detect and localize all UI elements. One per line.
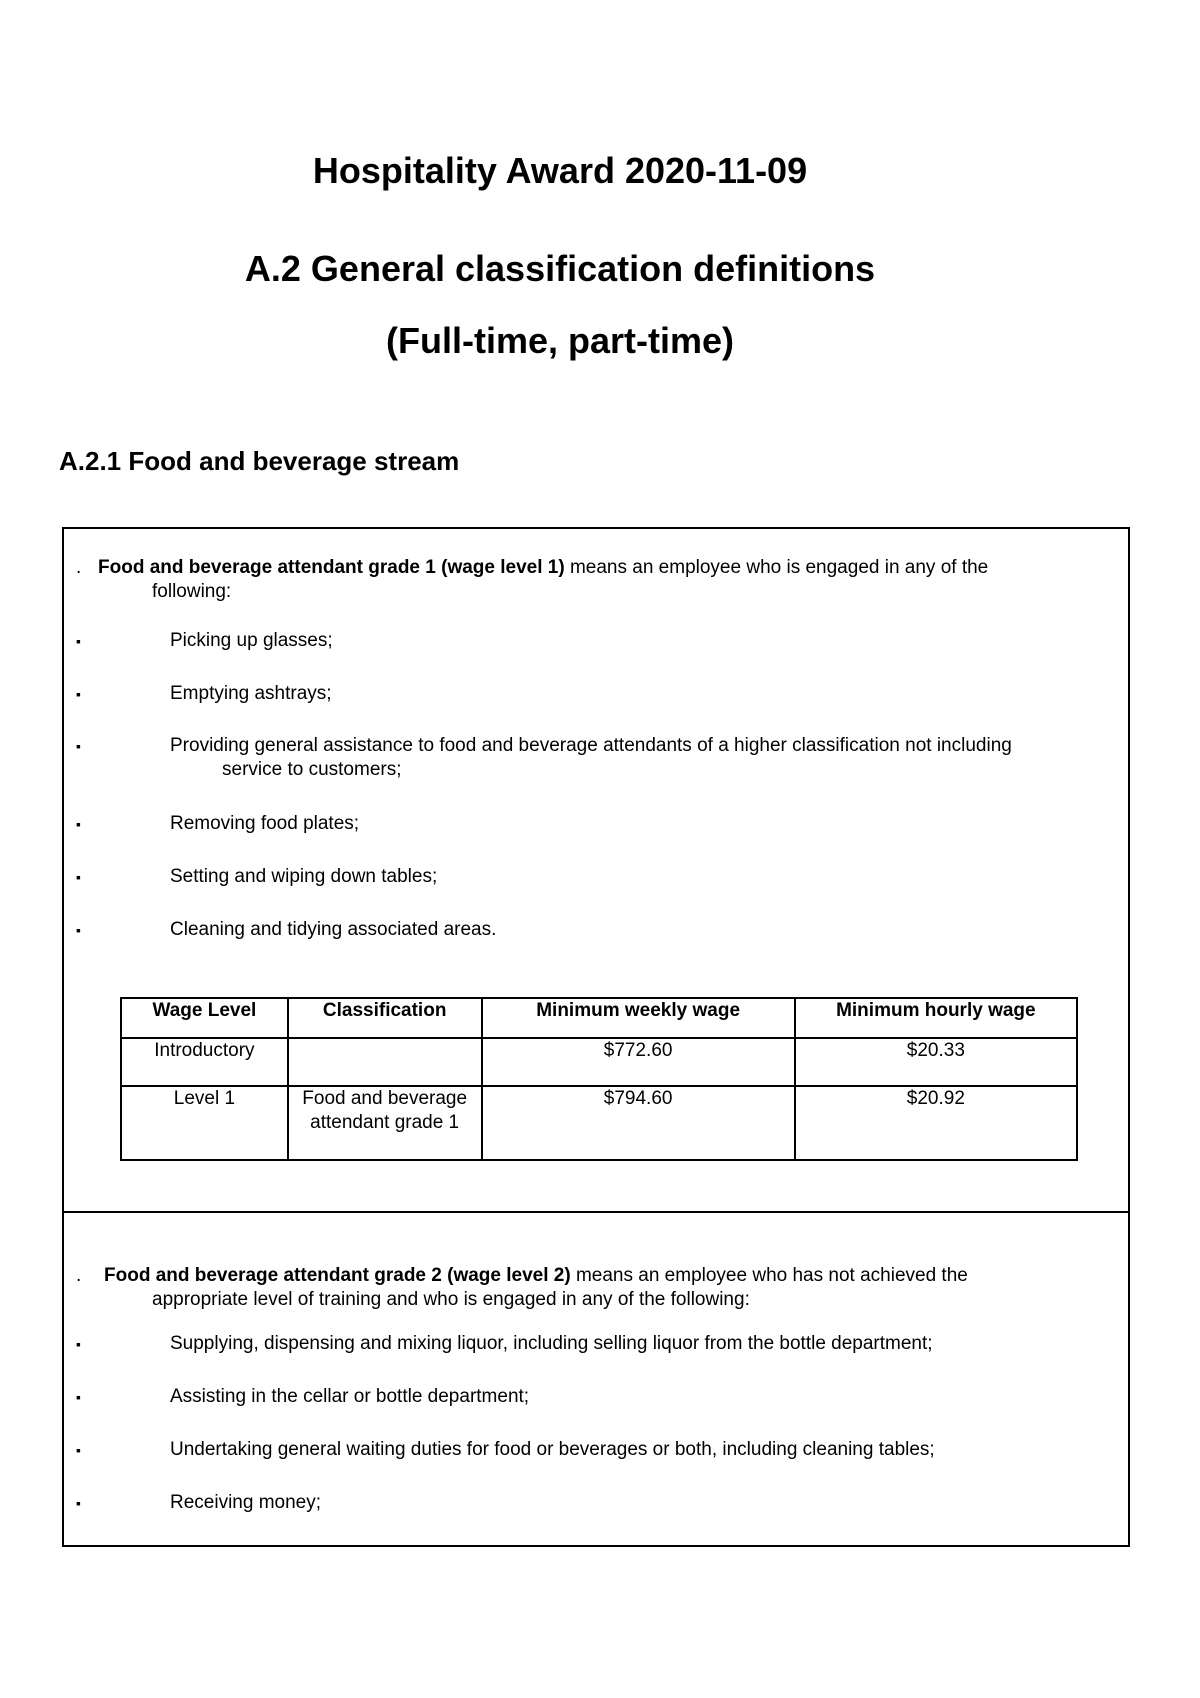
definition-marker: . — [76, 1265, 82, 1286]
bullet-icon: ▪ — [76, 816, 81, 832]
cell-weekly-wage: $794.60 — [482, 1086, 795, 1160]
header-hourly-wage: Minimum hourly wage — [795, 998, 1077, 1038]
duty-item: ▪ Removing food plates; — [76, 813, 360, 834]
bullet-icon: ▪ — [76, 1495, 81, 1511]
grade1-definition-text: means an employee who is engaged in any of the — [564, 557, 989, 578]
duty-continuation: service to customers; — [222, 759, 402, 780]
bullet-icon: ▪ — [76, 1442, 81, 1458]
cell-hourly-wage: $20.33 — [795, 1038, 1077, 1086]
definition-marker: . — [76, 557, 82, 578]
grade2-definition — [76, 1264, 1116, 1312]
duty-item: ▪ Setting and wiping down tables; — [76, 866, 438, 887]
grade2-definition-continuation: appropriate level of training and who is engaged in any of the following: — [152, 1289, 750, 1310]
duty-item: ▪ Emptying ashtrays; — [76, 683, 332, 704]
cell-wage-level: Introductory — [121, 1038, 288, 1086]
wage-table — [120, 997, 1078, 1161]
bullet-icon: ▪ — [76, 922, 81, 938]
duty-item: ▪ Assisting in the cellar or bottle department; — [76, 1386, 530, 1407]
document-subtitle-scope: (Full-time, part-time) — [386, 320, 734, 361]
bullet-icon: ▪ — [76, 1389, 81, 1405]
grade1-term: Food and beverage attendant grade 1 (wage level 1) — [98, 557, 565, 578]
cell-hourly-wage: $20.92 — [795, 1086, 1077, 1160]
bullet-icon: ▪ — [76, 633, 81, 649]
wage-table-header-row — [121, 998, 1077, 1038]
cell-weekly-wage: $772.60 — [482, 1038, 795, 1086]
duty-item: ▪ Supplying, dispensing and mixing liquor, including selling liquor from the bottle department; — [76, 1333, 933, 1354]
duty-item: ▪ Receiving money; — [76, 1492, 322, 1513]
duty-item: ▪ Providing general assistance to food and beverage attendants of a higher classification not including service to customers; — [76, 734, 1116, 782]
cell-wage-level: Level 1 — [121, 1086, 288, 1160]
grade2-definition-box — [62, 1211, 1130, 1547]
header-classification: Classification — [288, 998, 482, 1038]
duty-item: ▪ Undertaking general waiting duties for food or beverages or both, including cleaning tables; — [76, 1439, 935, 1460]
duty-item: ▪ Cleaning and tidying associated areas. — [76, 919, 497, 940]
table-row — [121, 1038, 1077, 1086]
duty-item: ▪ Picking up glasses; — [76, 630, 333, 651]
section-heading: A.2.1 Food and beverage stream — [59, 446, 460, 476]
grade2-definition-text: means an employee who has not achieved the — [570, 1265, 968, 1286]
bullet-icon: ▪ — [76, 738, 81, 754]
header-weekly-wage: Minimum weekly wage — [482, 998, 795, 1038]
bullet-icon: ▪ — [76, 686, 81, 702]
cell-classification — [288, 1038, 482, 1086]
table-row — [121, 1086, 1077, 1160]
grade1-definition — [76, 556, 1116, 604]
header-wage-level: Wage Level — [121, 998, 288, 1038]
grade2-term: Food and beverage attendant grade 2 (wage level 2) — [104, 1265, 571, 1286]
grade1-definition-continuation: following: — [152, 581, 232, 602]
bullet-icon: ▪ — [76, 869, 81, 885]
document-title: Hospitality Award 2020-11-09 — [312, 150, 808, 191]
document-subtitle: A.2 General classification definitions — [244, 248, 876, 289]
cell-classification: Food and beverage attendant grade 1 — [288, 1086, 482, 1160]
grade1-definition-box — [62, 527, 1130, 1213]
bullet-icon: ▪ — [76, 1336, 81, 1352]
